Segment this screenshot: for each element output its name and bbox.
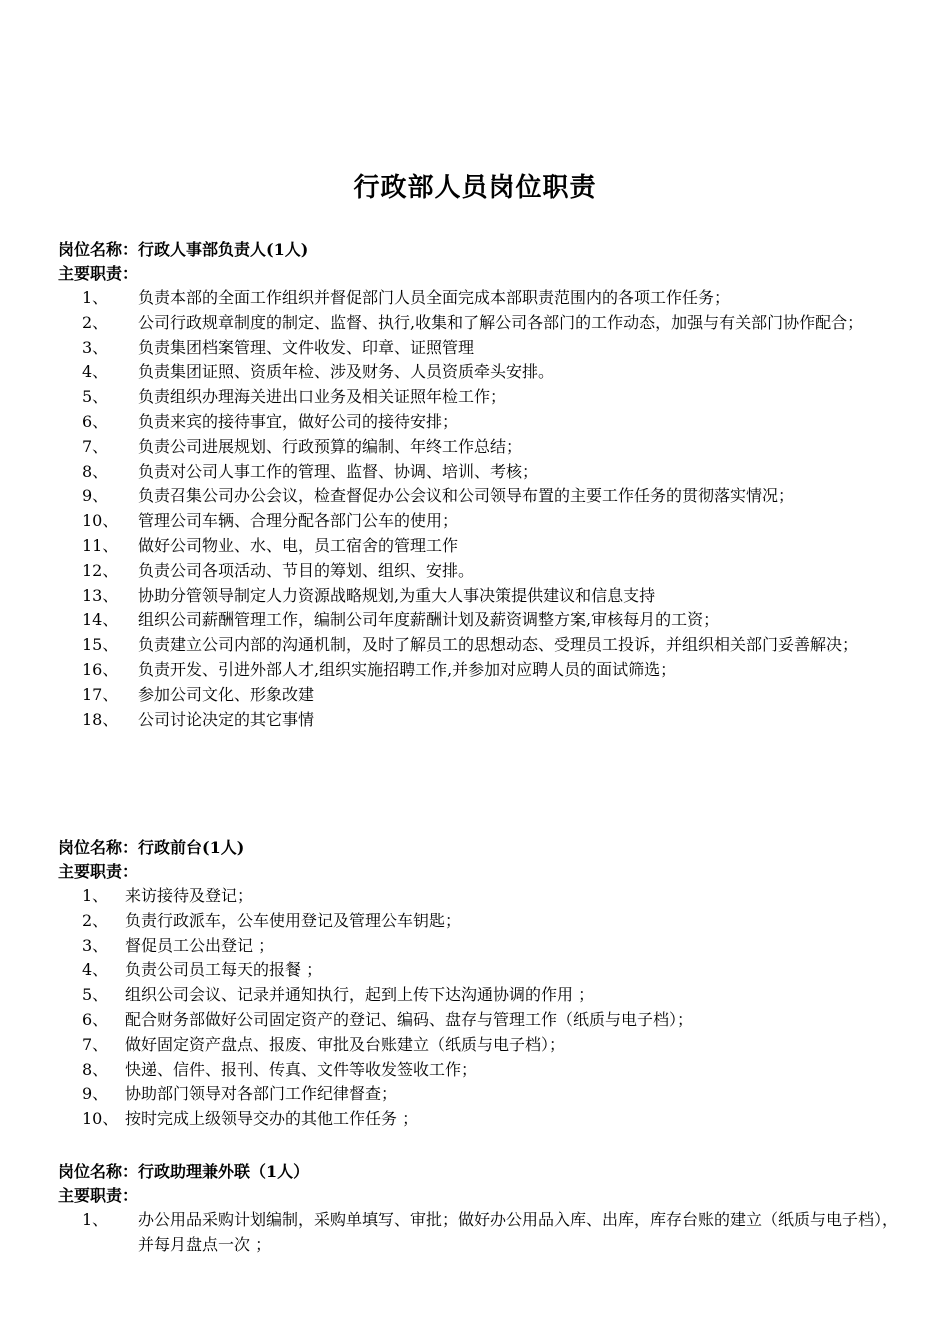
duty-item	[58, 608, 898, 633]
duty-number: 13、	[82, 585, 119, 605]
duty-number: 12、	[82, 560, 119, 580]
duty-item	[58, 435, 898, 460]
duties-list	[58, 286, 898, 732]
duty-item	[58, 559, 898, 584]
duty-number: 9、	[82, 486, 109, 506]
duties-heading: 主要职责：	[58, 1186, 139, 1205]
duty-text: 管理公司车辆、合理分配各部门公车的使用；	[138, 511, 459, 531]
duty-text: 负责开发、引进外部人才,组织实施招聘工作,并参加对应聘人员的面试筛选；	[138, 659, 677, 679]
duty-number: 1、	[82, 886, 109, 905]
duty-text: 负责组织办理海关进出口业务及相关证照年检工作；	[138, 387, 507, 407]
duty-item	[58, 1058, 898, 1083]
duty-text: 负责对公司人事工作的管理、监督、协调、培训、考核；	[138, 461, 539, 481]
duty-text: 组织公司会议、记录并通知执行，起到上传下达沟通协调的作用 ；	[125, 985, 595, 1005]
duty-number: 8、	[82, 1059, 109, 1079]
position-section-hr-head	[58, 238, 898, 732]
duty-item	[58, 909, 898, 934]
duty-text: 负责本部的全面工作组织并督促部门人员全面完成本部职责范围内的各项工作任务；	[138, 288, 731, 307]
duty-item	[58, 336, 898, 361]
duty-number: 2、	[82, 312, 109, 332]
duty-item	[58, 708, 898, 733]
duty-number: 4、	[82, 960, 109, 980]
duty-text: 按时完成上级领导交办的其他工作任务 ；	[125, 1109, 419, 1129]
duty-item	[58, 584, 898, 609]
duty-item	[58, 1008, 898, 1033]
duty-number: 18、	[82, 709, 119, 729]
duty-number: 5、	[82, 387, 109, 407]
duty-text: 做好公司物业、水、电，员工宿舍的管理工作	[138, 535, 459, 555]
duty-item	[58, 534, 898, 559]
duty-number: 7、	[82, 1034, 109, 1054]
duty-text: 负责集团档案管理、文件收发、印章、证照管理	[138, 337, 475, 357]
duty-text: 负责公司进展规划、行政预算的编制、年终工作总结；	[138, 436, 523, 456]
duty-number: 15、	[82, 635, 119, 655]
duties-list	[58, 884, 898, 1132]
position-name: 岗位名称：行政助理兼外联（1人）	[58, 1162, 310, 1181]
duty-item	[58, 683, 898, 708]
duty-number: 6、	[82, 411, 109, 431]
duty-text: 公司讨论决定的其它事情	[138, 709, 315, 729]
duty-item	[58, 410, 898, 435]
duty-item	[58, 484, 898, 509]
duty-number: 1、	[82, 288, 109, 307]
duty-text: 配合财务部做好公司固定资产的登记、编码、盘存与管理工作（纸质与电子档）；	[125, 1009, 694, 1029]
duty-number: 17、	[82, 684, 119, 704]
duty-item	[58, 385, 898, 410]
duty-item	[58, 633, 898, 658]
document-title: 行政部人员岗位职责	[353, 173, 597, 203]
duty-text: 负责召集公司办公会议，检查督促办公会议和公司领导布置的主要工作任务的贯彻落实情况；	[138, 486, 795, 506]
duty-item	[58, 1082, 898, 1107]
duty-item	[58, 360, 898, 385]
position-section-admin-assistant	[58, 1160, 898, 1258]
duty-number: 3、	[82, 337, 109, 357]
duty-number: 9、	[82, 1084, 109, 1104]
duty-text: 参加公司文化、形象改建	[138, 684, 315, 704]
position-section-front-desk	[58, 836, 898, 1132]
duty-text: 负责集团证照、资质年检、涉及财务、人员资质牵头安排。	[138, 362, 555, 382]
duty-number: 14、	[82, 610, 119, 630]
duty-text: 协助分管领导制定人力资源战略规划,为重大人事决策提供建议和信息支持	[138, 585, 656, 605]
duty-item	[58, 934, 898, 959]
duties-heading: 主要职责：	[58, 264, 139, 283]
duty-number: 11、	[82, 535, 119, 555]
duty-text: 负责公司各项活动、节目的筹划、组织、安排。	[138, 560, 475, 580]
duty-number: 4、	[82, 362, 109, 382]
duty-text: 公司行政规章制度的制定、监督、执行,收集和了解公司各部门的工作动态，加强与有关部门协作配合；	[138, 312, 864, 332]
duty-text: 负责公司员工每天的报餐 ；	[125, 960, 323, 980]
duty-text: 协助部门领导对各部门工作纪律督查；	[125, 1084, 398, 1104]
position-name: 岗位名称：行政人事部负责人(1人)	[58, 240, 309, 259]
duties-list	[58, 1208, 898, 1258]
duty-item	[58, 983, 898, 1008]
duty-item	[58, 286, 898, 311]
duty-number: 5、	[82, 985, 109, 1005]
duty-text: 负责行政派车，公车使用登记及管理公车钥匙；	[125, 910, 462, 930]
duty-item	[58, 958, 898, 983]
duty-text: 负责来宾的接待事宜，做好公司的接待安排；	[138, 411, 459, 431]
duty-item	[58, 884, 898, 909]
duty-text: 负责建立公司内部的沟通机制，及时了解员工的思想动态、受理员工投诉，并组织相关部门妥善解决；	[138, 635, 859, 655]
duty-item	[58, 1208, 898, 1258]
duty-number: 10、	[82, 1109, 119, 1129]
duty-text: 快递、信件、报刊、传真、文件等收发签收工作；	[125, 1059, 478, 1079]
duty-number: 16、	[82, 659, 119, 679]
duty-number: 7、	[82, 436, 109, 456]
duty-text: 来访接待及登记；	[125, 886, 254, 905]
duties-heading: 主要职责：	[58, 862, 139, 881]
duty-item	[58, 460, 898, 485]
duty-number: 2、	[82, 910, 109, 930]
position-name: 岗位名称：行政前台(1人)	[58, 838, 245, 857]
duty-item	[58, 1033, 898, 1058]
duty-text: 做好固定资产盘点、报废、审批及台账建立（纸质与电子档）；	[125, 1034, 566, 1054]
duty-number: 10、	[82, 511, 119, 531]
duty-number: 6、	[82, 1009, 109, 1029]
duty-item	[58, 311, 898, 336]
duty-number: 8、	[82, 461, 109, 481]
duty-item	[58, 658, 898, 683]
duty-item	[58, 509, 898, 534]
duty-text: 组织公司薪酬管理工作，编制公司年度薪酬计划及薪资调整方案,审核每月的工资；	[138, 610, 720, 630]
duty-number: 1、	[82, 1210, 109, 1229]
duty-text: 督促员工公出登记 ；	[125, 935, 275, 955]
duty-item	[58, 1107, 898, 1132]
duty-number: 3、	[82, 935, 109, 955]
duty-text: 办公用品采购计划编制，采购单填写、审批；做好办公用品入库、出库，库存台账的建立（纸质与电子档），并每月盘点一次 ；	[138, 1210, 899, 1254]
